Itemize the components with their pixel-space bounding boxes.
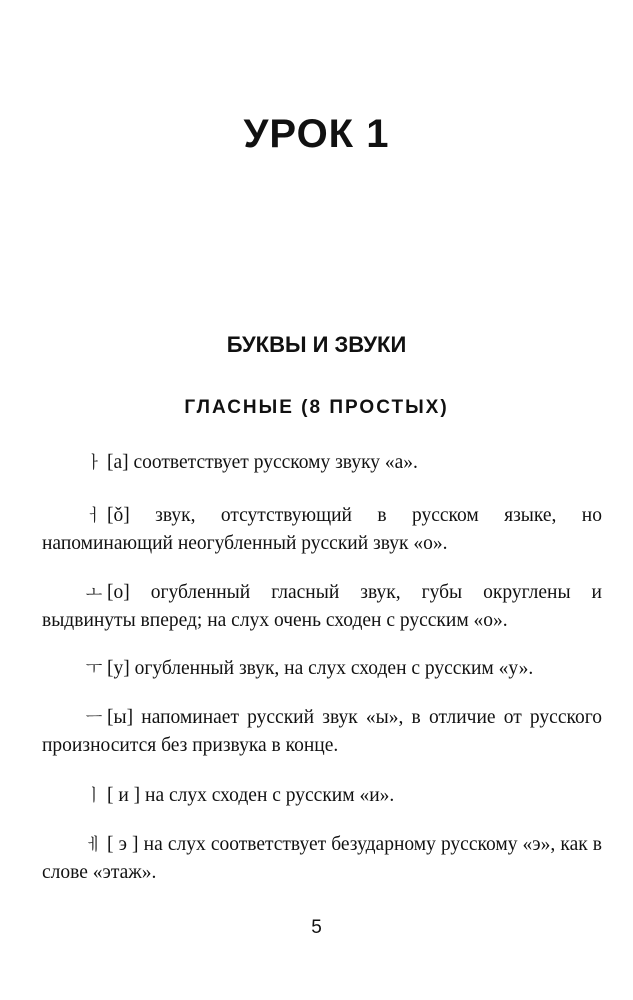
- vowel-entry-eo-text: [ǒ] звук, отсутствующий в русском языке, но напоминающий неогубленный русский звук «о».: [42, 505, 602, 554]
- vowel-entry-a: [42, 449, 602, 477]
- vowel-entry-i: [42, 782, 602, 810]
- vowel-entry-a-text: [а] соответствует русскому звуку «а».: [107, 452, 418, 473]
- hangul-vowel-o-glyph: ㅗ: [85, 583, 103, 603]
- lesson-title: УРОК 1: [243, 112, 390, 156]
- subsection-title: ГЛАСНЫЕ (8 ПРОСТЫХ): [184, 397, 449, 418]
- hangul-vowel-i-glyph: ㅣ: [85, 786, 103, 806]
- hangul-vowel-eu-glyph: ㅡ: [85, 708, 103, 728]
- page-number: 5: [311, 917, 322, 938]
- vowel-entry-eo: [42, 502, 602, 558]
- hangul-vowel-u-glyph: ㅜ: [85, 659, 103, 679]
- vowel-entry-e-text: [ э ] на слух соответствует безударному русскому «э», как в слове «этаж».: [42, 834, 602, 883]
- vowel-entry-eu: [42, 704, 602, 760]
- vowel-entry-e: [42, 831, 602, 887]
- section-title: БУКВЫ И ЗВУКИ: [226, 332, 407, 357]
- vowel-entry-u: [42, 655, 602, 683]
- vowel-entry-o-text: [о] огубленный гласный звук, губы округлены и выдвинуты вперед; на слух очень сходен с русским «о».: [42, 582, 602, 631]
- hangul-vowel-eo-glyph: ㅓ: [85, 506, 103, 526]
- hangul-vowel-a-glyph: ㅏ: [85, 453, 103, 473]
- vowel-entry-i-text: [ и ] на слух сходен с русским «и».: [107, 785, 395, 806]
- vowel-entry-u-text: [у] огубленный звук, на слух сходен с русским «у».: [107, 658, 534, 679]
- vowel-entry-eu-text: [ы] напоминает русский звук «ы», в отличие от русского произносится без призвука в конце.: [42, 707, 602, 756]
- vowel-entry-o: [42, 579, 602, 635]
- hangul-vowel-e-glyph: ㅔ: [85, 835, 103, 855]
